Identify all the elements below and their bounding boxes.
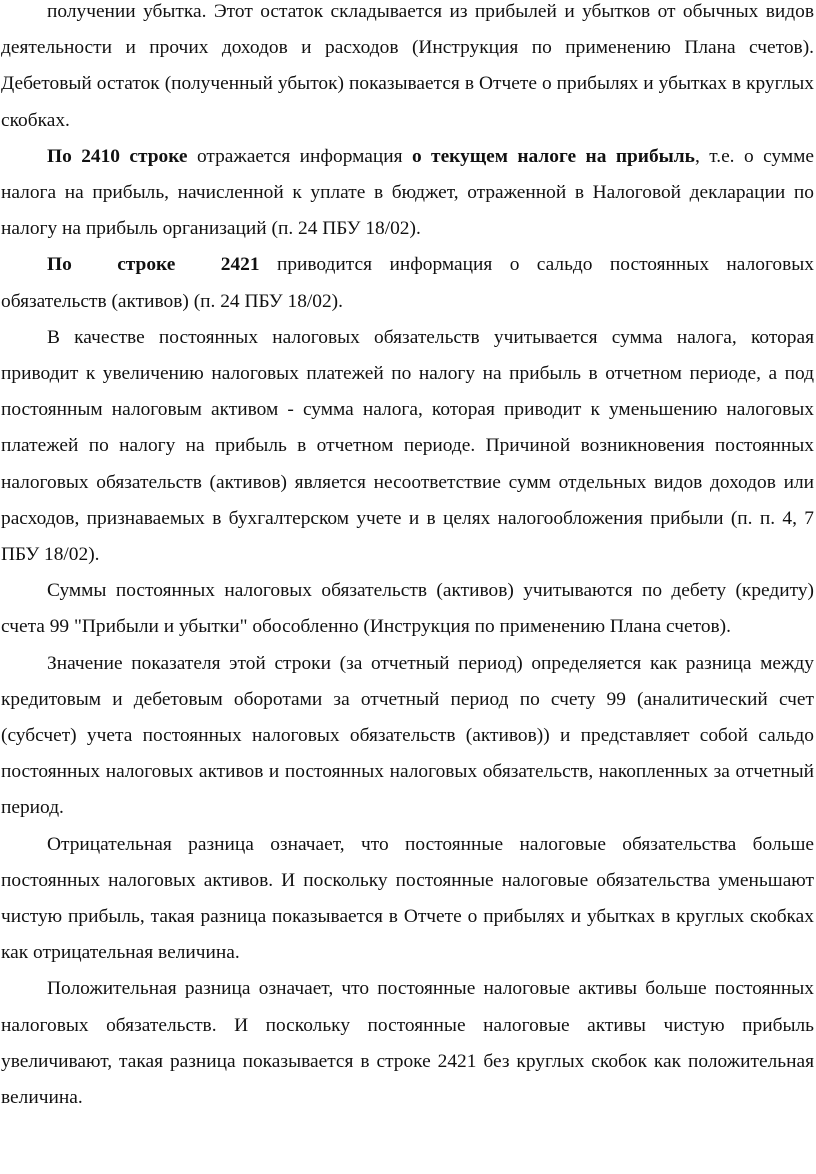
paragraph-text: приводится информация о сальдо постоянных налоговых обязательств (активов) (п. 24 ПБУ 18/02). (1, 254, 814, 312)
paragraph-loss-balance (1, 0, 814, 139)
paragraph-line-2421 (1, 247, 814, 319)
line-2410-label: По 2410 строке (47, 145, 188, 167)
paragraph-negative-difference (1, 827, 814, 972)
paragraph-text: В качестве постоянных налоговых обязательств учитывается сумма налога, которая приводит к увеличению налоговых платежей по налогу на прибыль в отчетном периоде, а под постоянным налоговым активом - сумма налога, которая приводит к уменьшению налоговых платежей по налогу на прибыль в отчетном периоде. Причиной возникновения постоянных налоговых обязательств (активов) является несоответствие сумм отдельных видов доходов или расходов, признаваемых в бухгалтерском учете и в целях налогообложения прибыли (п. п. 4, 7 ПБУ 18/02). (1, 326, 814, 566)
paragraph-text: Значение показателя этой строки (за отчетный период) определяется как разница между кредитовым и дебетовым оборотами за отчетный период по счету 99 (аналитический счет (субсчет) учета постоянных налоговых обязательств (активов)) и представляет собой сальдо постоянных налоговых активов и постоянных налоговых обязательств, накопленных за отчетный период. (1, 652, 814, 819)
paragraph-text: Отрицательная разница означает, что постоянные налоговые обязательства больше постоянных налоговых активов. И поскольку постоянные налоговые обязательства уменьшают чистую прибыль, такая разница показывается в Отчете о прибылях и убытках в круглых скобках как отрицательная величина. (1, 833, 814, 964)
paragraph-text: получении убытка. Этот остаток складывается из прибылей и убытков от обычных видов деятельности и прочих доходов и расходов (Инструкция по применению Плана счетов). Дебетовый остаток (полученный убыток) показывается в Отчете о прибылях и убытках в круглых скобках. (1, 1, 814, 131)
paragraph-text: Положительная разница означает, что постоянные налоговые активы больше постоянных налоговых обязательств. И поскольку постоянные налоговые активы чистую прибыль увеличивают, такая разница показывается в строке 2421 без круглых скобок как положительная величина. (1, 978, 814, 1109)
line-2421-label: По строке 2421 (47, 254, 260, 276)
paragraph-text: Суммы постоянных налоговых обязательств (активов) учитываются по дебету (кредиту) счета 99 "Прибыли и убытки" обособленно (Инструкция по применению Плана счетов). (1, 580, 814, 638)
paragraph-account-99 (1, 573, 814, 645)
current-tax-emphasis: о текущем налоге на прибыль (411, 145, 695, 167)
paragraph-permanent-obligations (1, 320, 814, 573)
paragraph-line-2410 (1, 139, 814, 248)
paragraph-text: отражается информация (187, 145, 412, 167)
paragraph-indicator-value (1, 646, 814, 827)
paragraph-positive-difference (1, 971, 814, 1116)
paragraph-text: , т.е. о сумме налога на прибыль, начисленной к уплате в бюджет, отраженной в Налоговой декларации по налогу на прибыль организаций (п. 24 ПБУ 18/02). (1, 145, 815, 240)
